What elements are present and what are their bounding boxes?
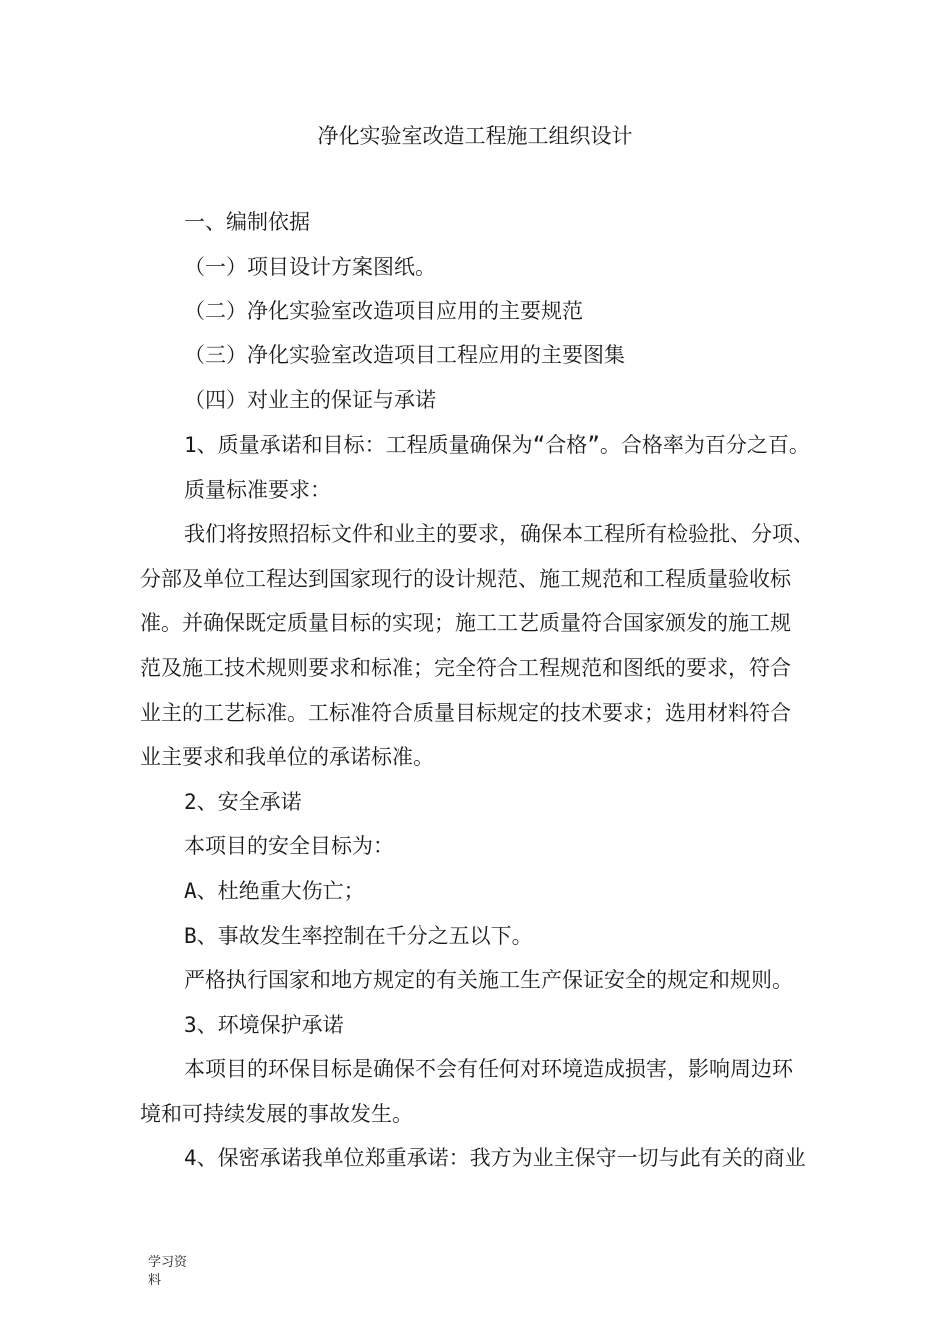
environment-commitment-heading: 3、环境保护承诺 (184, 1013, 344, 1037)
page-footer (148, 1254, 187, 1290)
footer-line: 学习资 (148, 1255, 188, 1270)
paragraph-line: 范及施工技术规则要求和标准；完全符合工程规范和图纸的要求，符合 (140, 656, 791, 680)
basis-item-1: （一）项目设计方案图纸。 (184, 255, 436, 279)
basis-item-3: （三）净化实验室改造项目工程应用的主要图集 (184, 343, 625, 367)
paragraph-line: 本项目的环保目标是确保不会有任何对环境造成损害，影响周边环 (184, 1057, 793, 1081)
footer-line: 料 (148, 1273, 162, 1288)
confidentiality-commitment: 4、保密承诺我单位郑重承诺：我方为业主保守一切与此有关的商业 (184, 1146, 806, 1170)
list-item: B、事故发生率控制在千分之五以下。 (184, 924, 533, 948)
quality-standard-heading: 质量标准要求： (184, 478, 331, 502)
paragraph-line: 分部及单位工程达到国家现行的设计规范、施工规范和工程质量验收标 (140, 567, 791, 591)
basis-item-2: （二）净化实验室改造项目应用的主要规范 (184, 299, 583, 323)
paragraph-line: 业主要求和我单位的承诺标准。 (140, 745, 434, 769)
paragraph-line: 我们将按照招标文件和业主的要求，确保本工程所有检验批、分项、 (184, 522, 814, 546)
safety-commitment-heading: 2、安全承诺 (184, 790, 302, 814)
list-item: A、杜绝重大伤亡； (184, 879, 365, 903)
document-title: 净化实验室改造工程施工组织设计 (317, 124, 633, 148)
paragraph-line: 业主的工艺标准。工标准符合质量目标规定的技术要求；选用材料符合 (140, 701, 791, 725)
paragraph-line: 本项目的安全目标为： (184, 834, 394, 858)
paragraph-line: 准。并确保既定质量目标的实现；施工工艺质量符合国家颁发的施工规 (140, 611, 791, 635)
quality-commitment: 1、质量承诺和目标：工程质量确保为“合格”。合格率为百分之百。 (184, 433, 810, 457)
section-heading-basis: 一、编制依据 (184, 210, 310, 234)
paragraph-line: 境和可持续发展的事故发生。 (140, 1102, 413, 1126)
paragraph-line: 严格执行国家和地方规定的有关施工生产保证安全的规定和规则。 (184, 968, 793, 992)
basis-item-4: （四）对业主的保证与承诺 (184, 388, 436, 412)
